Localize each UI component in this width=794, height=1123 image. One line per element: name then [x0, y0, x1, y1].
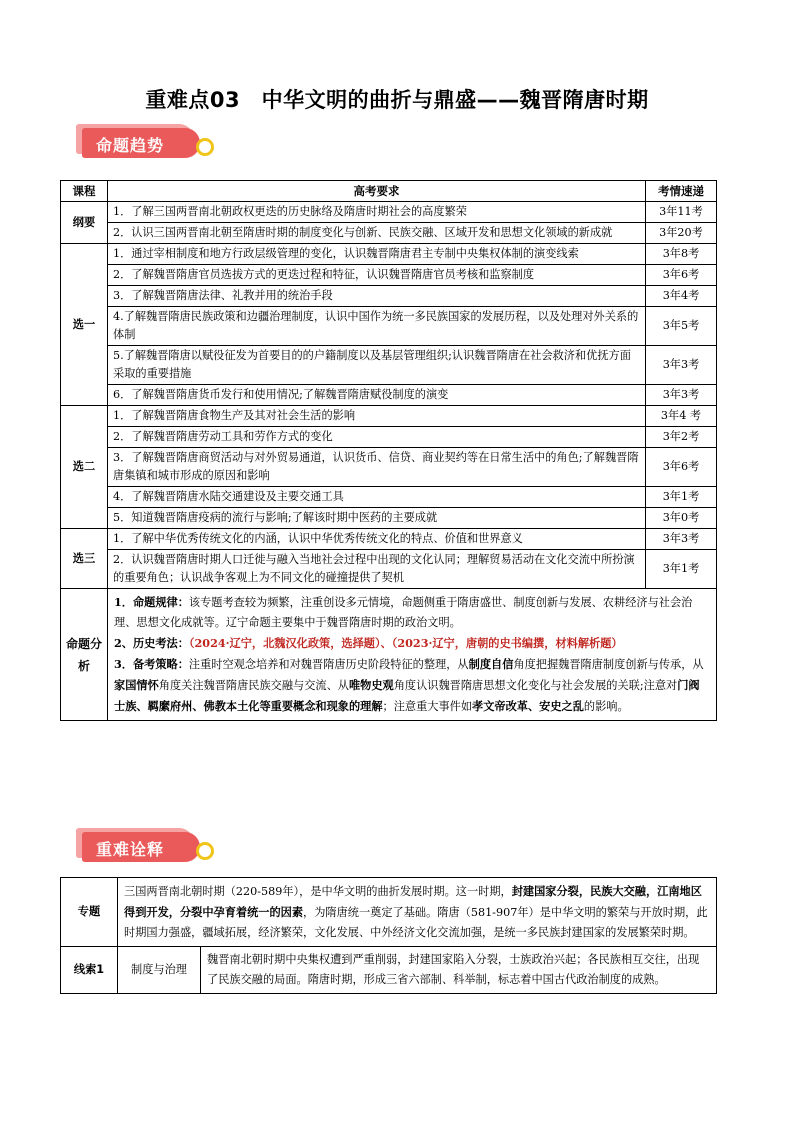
table-row — [61, 427, 717, 448]
topic-label: 专题 — [61, 878, 118, 947]
analysis-p1: 1．命题规律：该专题考查较为频繁，注重创设多元情境，命题侧重于隋唐盛世、制度创新与发展、农耕经济与社会治理、思想文化成就等。辽宁命题主要集中于魏晋隋唐时期的政治文明。 — [114, 595, 693, 629]
table-row — [61, 529, 717, 550]
table-row — [61, 265, 717, 286]
clue-name: 制度与治理 — [118, 947, 201, 994]
requirement-cell: 6．了解魏晋隋唐货币发行和使用情况;了解魏晋隋唐赋役制度的演变 — [108, 385, 646, 406]
table-header-row — [61, 181, 717, 202]
course-cell: 选一 — [61, 244, 108, 406]
stat-cell: 3年1考 — [646, 550, 717, 589]
header-requirement: 高考要求 — [108, 181, 646, 202]
stat-cell: 3年8考 — [646, 244, 717, 265]
analysis-p2: 2、历史考法：（2024·辽宁，北魏汉化政策，选择题）、（2023·辽宁，唐朝的史书编撰，材料解析题） — [114, 636, 623, 650]
stat-cell: 3年3考 — [646, 529, 717, 550]
stat-cell: 3年3考 — [646, 385, 717, 406]
clue-label: 线索1 — [61, 947, 118, 994]
requirement-cell: 5．知道魏晋隋唐疫病的流行与影响;了解该时期中医药的主要成就 — [108, 508, 646, 529]
course-cell: 纲要 — [61, 202, 108, 244]
ring-icon — [196, 842, 214, 860]
table-row — [61, 550, 717, 589]
table-row — [61, 385, 717, 406]
analysis-content — [108, 589, 717, 721]
stat-cell: 3年6考 — [646, 265, 717, 286]
page-title: 重难点03 中华文明的曲折与鼎盛——魏晋隋唐时期 — [145, 88, 649, 112]
topic-content: 三国两晋南北朝时期（220-589年），是中华文明的曲折发展时期。这一时期，封建国家分裂，民族大交融，江南地区得到开发，分裂中孕育着统一的因素，为隋唐统一奠定了基础。隋唐（581-907年）是中华文明的繁荣与开放时期，此时期国力强盛，疆域拓展，经济繁荣，文化发展、中外经济文化交流加强，是统一多民族封建国家的发展繁荣时期。 — [118, 878, 717, 947]
header-course: 课程 — [61, 181, 108, 202]
explain-badge — [72, 828, 212, 864]
requirement-cell: 4.了解魏晋隋唐民族政策和边疆治理制度，认识中国作为统一多民族国家的发展历程，以及处理对外关系的体制 — [108, 307, 646, 346]
table-row — [61, 286, 717, 307]
stat-cell: 3年2考 — [646, 427, 717, 448]
table-row — [61, 487, 717, 508]
requirement-cell: 3．了解魏晋隋唐法律、礼教并用的统治手段 — [108, 286, 646, 307]
ring-icon — [196, 138, 214, 156]
table-row — [61, 508, 717, 529]
header-stat: 考情速递 — [646, 181, 717, 202]
explain-badge-label: 重难诠释 — [96, 840, 165, 859]
requirement-cell: 2．认识三国两晋南北朝至隋唐时期的制度变化与创新、民族交融、区域开发和思想文化领域的新成就 — [108, 223, 646, 244]
requirement-cell: 4．了解魏晋隋唐水陆交通建设及主要交通工具 — [108, 487, 646, 508]
requirement-cell: 1．了解三国两晋南北朝政权更迭的历史脉络及隋唐时期社会的高度繁荣 — [108, 202, 646, 223]
stat-cell: 3年5考 — [646, 307, 717, 346]
clue-row — [61, 947, 717, 994]
table-row — [61, 223, 717, 244]
stat-cell: 3年4考 — [646, 286, 717, 307]
trend-badge — [72, 124, 212, 160]
table-row — [61, 346, 717, 385]
stat-cell: 3年3考 — [646, 346, 717, 385]
requirement-cell: 1．通过宰相制度和地方行政层级管理的变化，认识魏晋隋唐君主专制中央集权体制的演变线索 — [108, 244, 646, 265]
table-row — [61, 244, 717, 265]
stat-cell: 3年4 考 — [646, 406, 717, 427]
requirement-cell: 1．了解中华优秀传统文化的内涵，认识中华优秀传统文化的特点、价值和世界意义 — [108, 529, 646, 550]
table-row — [61, 202, 717, 223]
requirement-cell: 2．认识魏晋隋唐时期人口迁徙与融入当地社会过程中出现的文化认同；理解贸易活动在文化交流中所扮演的重要角色；认识战争客观上为不同文化的碰撞提供了契机 — [108, 550, 646, 589]
requirements-table — [60, 180, 717, 721]
course-cell: 选三 — [61, 529, 108, 589]
topic-row — [61, 878, 717, 947]
analysis-p3: 3．备考策略：注重时空观念培养和对魏晋隋唐历史阶段特征的整理，从制度自信角度把握魏晋隋唐制度创新与传承，从家国情怀角度关注魏晋隋唐民族交融与交流、从唯物史观角度认识魏晋隋唐思想文化变化与社会发展的关联;注意对门阀士族、羁縻府州、佛教本土化等重要概念和现象的理解；注意重大事件如孝文帝改革、安史之乱的影响。 — [114, 657, 704, 713]
trend-badge-label: 命题趋势 — [96, 136, 165, 155]
stat-cell: 3年1考 — [646, 487, 717, 508]
requirement-cell: 5.了解魏晋隋唐以赋役征发为首要目的的户籍制度以及基层管理组织;认识魏晋隋唐在社会救济和优抚方面采取的重要措施 — [108, 346, 646, 385]
stat-cell: 3年20考 — [646, 223, 717, 244]
clue-text: 魏晋南北朝时期中央集权遭到严重削弱，封建国家陷入分裂，士族政治兴起；各民族相互交往，出现了民族交融的局面。隋唐时期，形成三省六部制、科举制，标志着中国古代政治制度的成熟。 — [201, 947, 717, 994]
analysis-row — [61, 589, 717, 721]
stat-cell: 3年11考 — [646, 202, 717, 223]
stat-cell: 3年6考 — [646, 448, 717, 487]
analysis-label: 命题分析 — [61, 589, 108, 721]
table-row — [61, 307, 717, 346]
stat-cell: 3年0考 — [646, 508, 717, 529]
course-cell: 选二 — [61, 406, 108, 529]
requirement-cell: 2．了解魏晋隋唐劳动工具和劳作方式的变化 — [108, 427, 646, 448]
table-row — [61, 406, 717, 427]
requirement-cell: 3．了解魏晋隋唐商贸活动与对外贸易通道，认识货币、信贷、商业契约等在日常生活中的角色;了解魏晋隋唐集镇和城市形成的原因和影响 — [108, 448, 646, 487]
requirement-cell: 1．了解魏晋隋唐食物生产及其对社会生活的影响 — [108, 406, 646, 427]
requirement-cell: 2．了解魏晋隋唐官员选拔方式的更迭过程和特征，认识魏晋隋唐官员考核和监察制度 — [108, 265, 646, 286]
explanation-table — [60, 877, 717, 994]
table-row — [61, 448, 717, 487]
